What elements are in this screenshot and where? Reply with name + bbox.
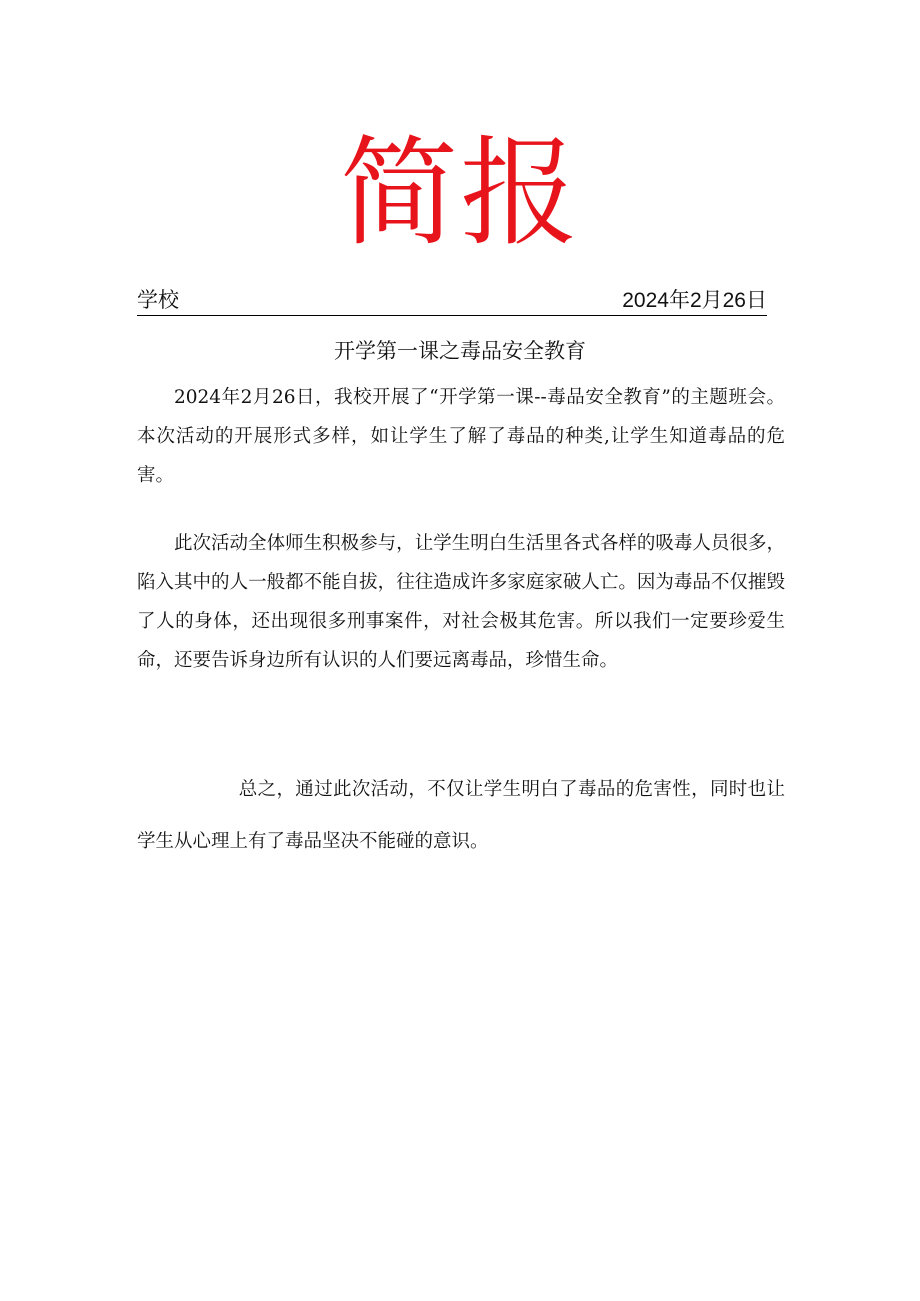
masthead-title: 简报 <box>339 124 580 262</box>
paragraph-1: 2024年2月26日，我校开展了“开学第一课--毒品安全教育”的主题班会。本次活动的开展形式多样，如让学生了解了毒品的种类,让学生知道毒品的危害。 <box>137 387 785 486</box>
paragraph-2: 此次活动全体师生积极参与，让学生明白生活里各式各样的吸毒人员很多，陷入其中的人一般都不能自拔，往往造成许多家庭家破人亡。因为毒品不仅摧毁了人的身体，还出现很多刑事案件，对社会极其危害。所以我们一定要珍爱生命，还要告诉身边所有认识的人们要远离毒品，珍惜生命。 <box>137 533 785 671</box>
paragraph-3: 总之，通过此次活动，不仅让学生明白了毒品的危害性，同时也让学生从心理上有了毒品坚决不能碰的意识。 <box>137 779 785 852</box>
article-title: 开学第一课之毒品安全教育 <box>334 340 586 363</box>
school-label: 学校 <box>137 289 179 312</box>
info-line <box>137 287 767 316</box>
report-date: 2024年2月26日 <box>622 289 767 312</box>
